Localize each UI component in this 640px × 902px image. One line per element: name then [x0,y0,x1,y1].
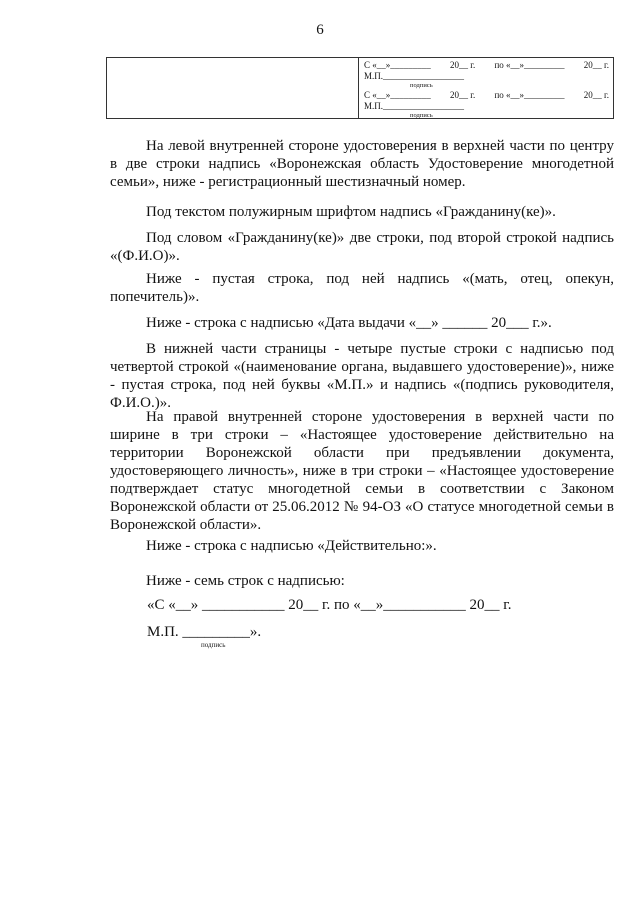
stamp-line: М.П.__________________ [364,101,465,111]
signature-caption: подпись [410,112,433,119]
paragraph: Ниже - строка с надписью «Действительно:». [146,538,437,554]
validity-row [364,60,609,71]
paragraph-seven-lines [110,572,614,590]
sample-stamp-line: М.П. _________». [147,624,262,640]
validity-table [106,57,614,119]
validity-year: 20__ г. [583,60,609,70]
paragraph-fio [110,229,614,265]
paragraph: В нижней части страницы - четыре пустые строки с надписью под четвертой строкой «(наименование органа, выдавшего удостоверение)», ниже - пустая строка, под ней буквы «М.П.» и надпись «(подпись руководителя, Ф.И.О.)». [110,341,614,411]
validity-to: по «__»_________ [494,60,565,70]
paragraph-parent [110,270,614,306]
stamp-line: М.П.__________________ [364,71,465,81]
paragraph: Под словом «Гражданину(ке)» две строки, под второй строкой надпись «(Ф.И.О)». [110,230,614,264]
validity-year: 20__ г. [450,60,476,70]
validity-to: по «__»_________ [494,90,565,100]
table-empty-cell [107,58,359,118]
sample-signature-caption: подпись [201,641,226,649]
paragraph: На правой внутренней стороне удостоверения в верхней части по ширине в три строки – «Настоящее удостоверение действительно на территории Воронежской области при предъявлении документа, удостоверяющего личность», ниже в три строки – «Настоящее удостоверение подтверждает статус многодетной семьи в соответствии с Законом Воронежской области от 25.06.2012 № 94-ОЗ «О статусе многодетной семьи в Воронежской области». [110,409,614,533]
paragraph-left-side [110,137,614,191]
validity-from: С «__»_________ [364,90,431,100]
page-number: 6 [316,22,324,38]
paragraph-valid [110,537,614,555]
validity-row [364,90,609,101]
table-validity-cell [359,58,613,118]
paragraph: Под текстом полужирным шрифтом надпись «Гражданину(ке)». [146,204,556,220]
paragraph: Ниже - пустая строка, под ней надпись «(мать, отец, опекун, попечитель)». [110,271,614,305]
signature-caption: подпись [410,82,433,89]
paragraph: Ниже - строка с надписью «Дата выдачи «__» ______ 20___ г.». [146,315,552,331]
paragraph-bottom-part [110,340,614,412]
validity-from: С «__»_________ [364,60,431,70]
paragraph-right-side [110,408,614,534]
validity-year: 20__ г. [450,90,476,100]
sample-validity-line: «С «__» ___________ 20__ г. по «__»___________ 20__ г. [147,597,512,613]
paragraph-issue-date [110,314,614,332]
validity-year: 20__ г. [583,90,609,100]
paragraph-bold-title [110,203,614,221]
paragraph: Ниже - семь строк с надписью: [146,573,345,589]
paragraph: На левой внутренней стороне удостоверения в верхней части по центру в две строки надпись «Воронежская область Удостоверение многодетной семьи», ниже - регистрационный шестизначный номер. [110,138,614,190]
